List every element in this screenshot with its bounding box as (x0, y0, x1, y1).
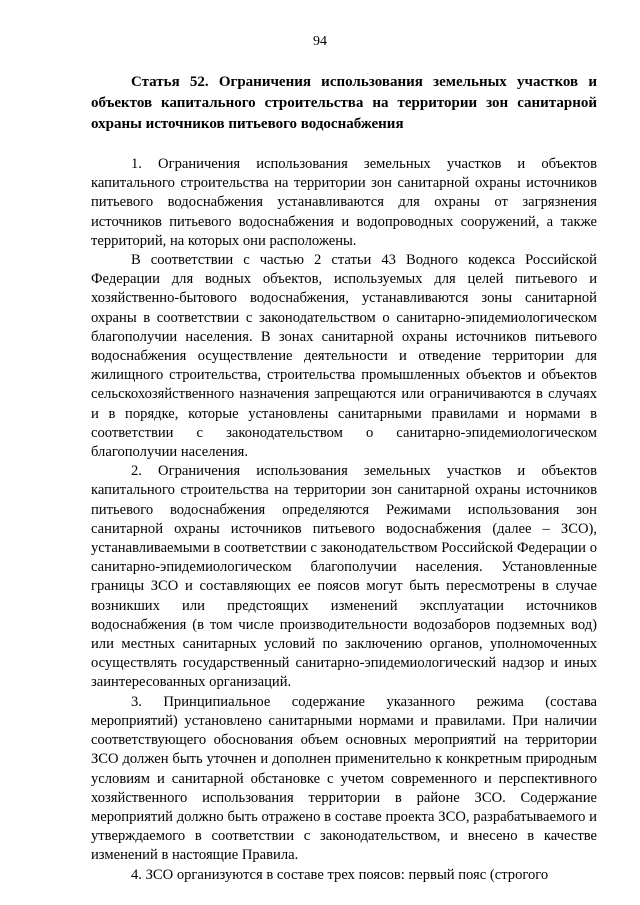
paragraph-1-continuation: В соответствии с частью 2 статьи 43 Водного кодекса Российской Федерации для водных объектов, используемых для целей питьевого и хозяйственно-бытового водоснабжения, устанавливаются зоны санитарной охраны в соответствии с законодательством о санитарно-эпидемиологическом благополучии населения. В зонах санитарной охраны источников питьевого водоснабжения осуществление деятельности и отведение территории для жилищного строительства, строительства промышленных объектов и объектов сельскохозяйственного назначения запрещаются или ограничиваются в случаях и в порядке, которые установлены санитарными правилами и нормами в соответствии с законодательством о санитарно-эпидемиологическом благополучии населения. (91, 252, 597, 461)
paragraph-1: 1. Ограничения использования земельных участков и объектов капитального строительства на территории зон санитарной охраны источников питьевого водоснабжения устанавливаются для охраны от загрязнения источников питьевого водоснабжения и водопроводных сооружений, а также территорий, на которых они расположены. (91, 156, 597, 249)
article-title: Статья 52. Ограничения использования земельных участков и объектов капитального строительства на территории зон санитарной охраны источников питьевого водоснабжения (91, 74, 597, 132)
paragraph-3: 3. Принципиальное содержание указанного режима (состава мероприятий) установлено санитарными нормами и правилами. При наличии соответствующего обоснования объем основных мероприятий на территории ЗСО должен быть уточнен и дополнен применительно к конкретным природным условиям и санитарной обстановке с учетом современного и перспективного хозяйственного использования территории в районе ЗСО. Содержание мероприятий должно быть отражено в составе проекта ЗСО, разрабатываемого и утверждаемого в соответствии с законодательством, и внесено в качестве изменений в настоящие Правила. (91, 693, 597, 864)
page-number: 94 (313, 34, 327, 49)
paragraph-4: 4. ЗСО организуются в составе трех поясов: первый пояс (строгого (131, 866, 549, 883)
paragraph-2: 2. Ограничения использования земельных участков и объектов капитального строительства на территории зон санитарной охраны источников питьевого водоснабжения определяются Режимами использования зон санитарной охраны источников питьевого водоснабжения (далее – ЗСО), устанавливаемыми в соответствии с законодательством Российской Федерации о санитарно-эпидемиологическом благополучии населения. Установленные границы ЗСО и составляющих ее поясов могут быть пересмотрены в случае возникших или предстоящих изменений эксплуатации источников водоснабжения (в том числе производительности водозаборов подземных вод) или местных санитарных условий по заключению органов, уполномоченных осуществлять государственный санитарно-эпидемиологический надзор и иных заинтересованных организаций. (91, 463, 597, 691)
document-body (91, 72, 597, 885)
